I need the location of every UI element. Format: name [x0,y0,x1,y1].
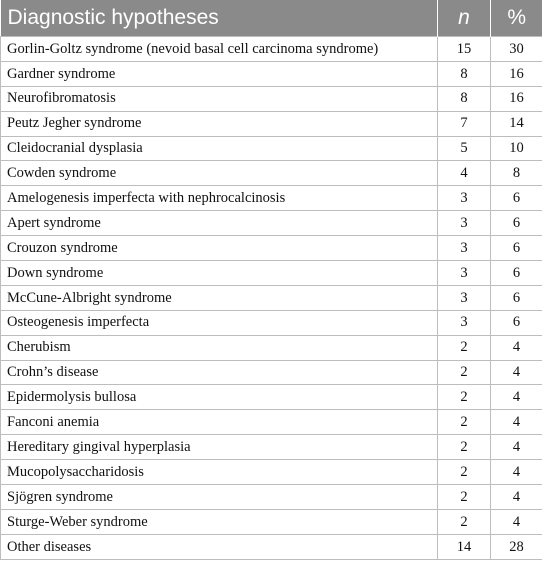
percent-cell: 6 [491,186,542,211]
count-cell: 2 [438,509,491,534]
diagnosis-cell: Apert syndrome [1,211,438,236]
count-cell: 2 [438,410,491,435]
table-row [1,86,542,111]
count-cell: 3 [438,261,491,286]
table-row [1,385,542,410]
percent-cell: 4 [491,460,542,485]
count-cell: 3 [438,186,491,211]
table-row [1,261,542,286]
count-cell: 3 [438,285,491,310]
count-cell: 15 [438,37,491,62]
diagnosis-cell: Cowden syndrome [1,161,438,186]
count-cell: 4 [438,161,491,186]
header-percent: % [491,0,542,37]
table-row [1,485,542,510]
table-row [1,236,542,261]
diagnosis-cell: Sturge-Weber syndrome [1,509,438,534]
percent-cell: 6 [491,310,542,335]
count-cell: 3 [438,211,491,236]
diagnosis-cell: Cherubism [1,335,438,360]
diagnosis-cell: McCune-Albright syndrome [1,285,438,310]
percent-cell: 4 [491,435,542,460]
count-cell: 3 [438,310,491,335]
diagnosis-cell: Down syndrome [1,261,438,286]
diagnosis-cell: Crouzon syndrome [1,236,438,261]
diagnosis-cell: Gorlin-Goltz syndrome (nevoid basal cell carcinoma syndrome) [1,37,438,62]
percent-cell: 6 [491,261,542,286]
percent-cell: 4 [491,360,542,385]
table-row [1,335,542,360]
table-row [1,534,542,559]
count-cell: 2 [438,360,491,385]
percent-cell: 30 [491,37,542,62]
percent-cell: 4 [491,385,542,410]
table-row [1,460,542,485]
percent-cell: 6 [491,236,542,261]
diagnosis-cell: Gardner syndrome [1,61,438,86]
table-body [1,37,542,560]
table-row [1,111,542,136]
count-cell: 2 [438,460,491,485]
count-cell: 3 [438,236,491,261]
diagnosis-cell: Neurofibromatosis [1,86,438,111]
count-cell: 14 [438,534,491,559]
count-cell: 2 [438,335,491,360]
count-cell: 7 [438,111,491,136]
diagnosis-cell: Amelogenesis imperfecta with nephrocalcinosis [1,186,438,211]
percent-cell: 16 [491,86,542,111]
count-cell: 5 [438,136,491,161]
percent-cell: 10 [491,136,542,161]
table-row [1,161,542,186]
percent-cell: 6 [491,211,542,236]
percent-cell: 14 [491,111,542,136]
table-header [1,0,542,37]
count-cell: 2 [438,485,491,510]
table-row [1,410,542,435]
diagnosis-cell: Mucopolysaccharidosis [1,460,438,485]
table-row [1,509,542,534]
percent-cell: 4 [491,485,542,510]
diagnosis-cell: Fanconi anemia [1,410,438,435]
count-cell: 2 [438,435,491,460]
percent-cell: 28 [491,534,542,559]
percent-cell: 16 [491,61,542,86]
table-row [1,310,542,335]
percent-cell: 4 [491,509,542,534]
percent-cell: 4 [491,335,542,360]
table-row [1,285,542,310]
header-n: n [438,0,491,37]
count-cell: 8 [438,61,491,86]
diagnosis-cell: Cleidocranial dysplasia [1,136,438,161]
table-row [1,37,542,62]
table-row [1,136,542,161]
diagnosis-cell: Sjögren syndrome [1,485,438,510]
diagnosis-cell: Crohn’s disease [1,360,438,385]
diagnosis-cell: Hereditary gingival hyperplasia [1,435,438,460]
count-cell: 8 [438,86,491,111]
diagnosis-cell: Osteogenesis imperfecta [1,310,438,335]
percent-cell: 8 [491,161,542,186]
percent-cell: 4 [491,410,542,435]
count-cell: 2 [438,385,491,410]
header-diagnostic-hypotheses: Diagnostic hypotheses [1,0,438,37]
table-row [1,61,542,86]
table-row [1,211,542,236]
table-row [1,360,542,385]
percent-cell: 6 [491,285,542,310]
table-row [1,186,542,211]
diagnosis-cell: Epidermolysis bullosa [1,385,438,410]
header-row [1,0,542,37]
diagnosis-cell: Peutz Jegher syndrome [1,111,438,136]
diagnosis-cell: Other diseases [1,534,438,559]
table-row [1,435,542,460]
